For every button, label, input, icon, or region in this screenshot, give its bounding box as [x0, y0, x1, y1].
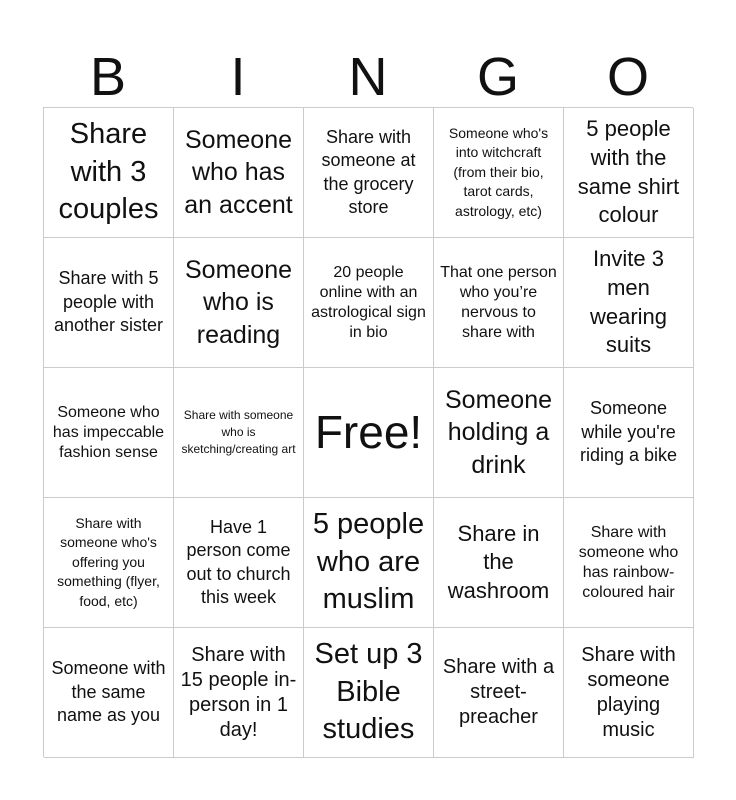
- free-space-cell[interactable]: Free!: [304, 368, 434, 498]
- bingo-cell[interactable]: Share in the washroom: [434, 498, 564, 628]
- bingo-header: [43, 46, 693, 106]
- header-letter-g: G: [476, 47, 519, 107]
- bingo-cell[interactable]: Share with someone at the grocery store: [304, 108, 434, 238]
- bingo-cell[interactable]: Someone who has impeccable fashion sense: [44, 368, 174, 498]
- bingo-cell[interactable]: Share with 15 people in-person in 1 day!: [174, 628, 304, 758]
- bingo-cell[interactable]: Share with someone who has rainbow-coloured hair: [564, 498, 694, 628]
- bingo-cell[interactable]: Share with someone who is sketching/creating art: [174, 368, 304, 498]
- header-letter-n: N: [348, 47, 388, 107]
- bingo-cell[interactable]: Share with 5 people with another sister: [44, 238, 174, 368]
- bingo-cell[interactable]: Someone while you're riding a bike: [564, 368, 694, 498]
- header-letter-b: B: [89, 47, 127, 107]
- header-letter-o: O: [606, 47, 649, 107]
- bingo-cell[interactable]: Set up 3 Bible studies: [304, 628, 434, 758]
- bingo-cell[interactable]: Share with someone playing music: [564, 628, 694, 758]
- bingo-cell[interactable]: 5 people with the same shirt colour: [564, 108, 694, 238]
- bingo-cell[interactable]: Someone who's into witchcraft (from their bio, tarot cards, astrology, etc): [434, 108, 564, 238]
- bingo-cell[interactable]: Someone who has an accent: [174, 108, 304, 238]
- bingo-cell[interactable]: 20 people online with an astrological sign in bio: [304, 238, 434, 368]
- bingo-cell[interactable]: Share with 3 couples: [44, 108, 174, 238]
- header-letter-i: I: [230, 47, 246, 107]
- bingo-cell[interactable]: That one person who you’re nervous to share with: [434, 238, 564, 368]
- bingo-cell[interactable]: Share with someone who's offering you something (flyer, food, etc): [44, 498, 174, 628]
- bingo-cell[interactable]: Share with a street-preacher: [434, 628, 564, 758]
- bingo-cell[interactable]: Someone with the same name as you: [44, 628, 174, 758]
- bingo-cell[interactable]: Invite 3 men wearing suits: [564, 238, 694, 368]
- bingo-cell[interactable]: Someone holding a drink: [434, 368, 564, 498]
- bingo-cell[interactable]: Have 1 person come out to church this week: [174, 498, 304, 628]
- bingo-board: [43, 107, 693, 757]
- bingo-cell[interactable]: Someone who is reading: [174, 238, 304, 368]
- bingo-cell[interactable]: 5 people who are muslim: [304, 498, 434, 628]
